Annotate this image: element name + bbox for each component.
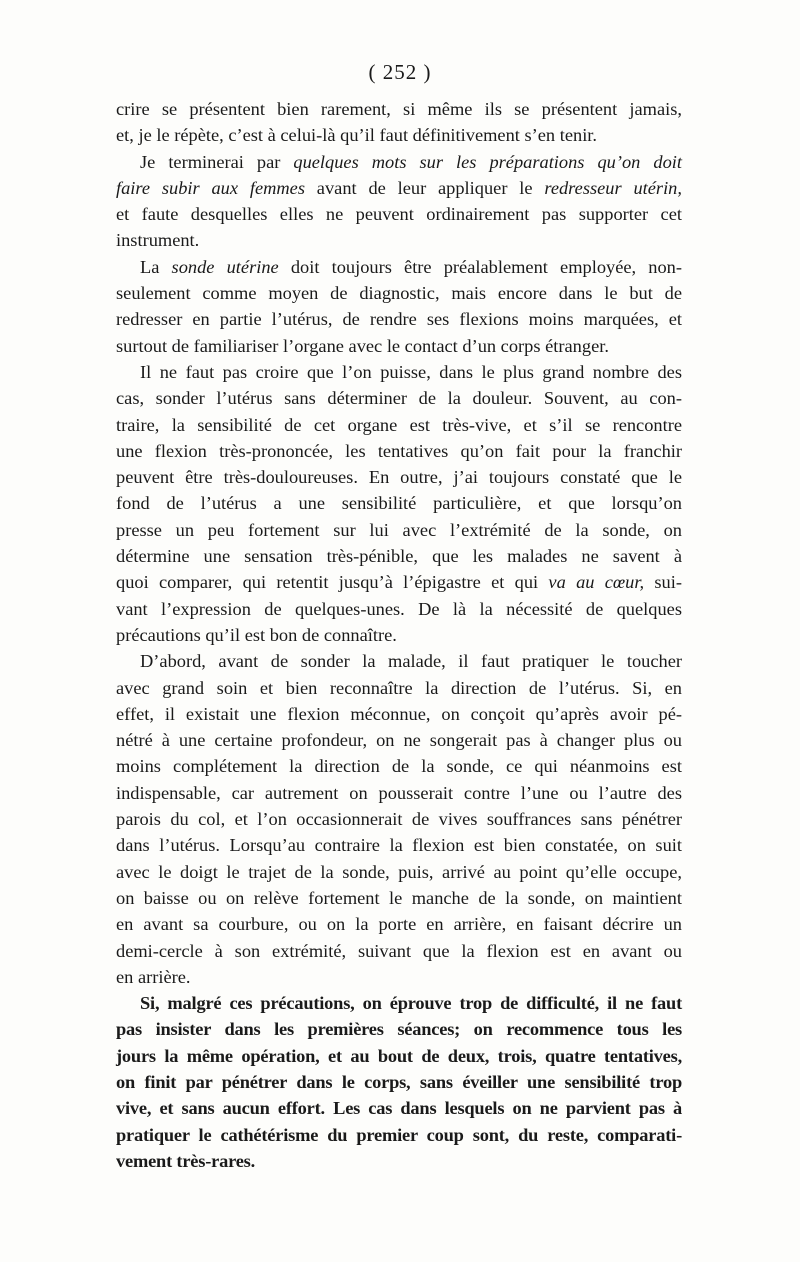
text-run: vant l’expression de quelques-unes. De là la nécessité de quelques: [116, 598, 682, 619]
text-run: on finit par pénétrer dans le corps, sans éveiller une sensibilité trop: [116, 1071, 682, 1092]
text-run: quoi comparer, qui retentit jusqu’à l’épigastre et qui: [116, 572, 549, 593]
text-run: crire se présentent bien rarement, si même ils se présentent jamais,: [116, 99, 682, 119]
text-line: [116, 464, 682, 490]
text-run: vive, et sans aucun effort. Les cas dans lesquels on ne parvient pas à: [116, 1098, 682, 1119]
text-run: La: [140, 256, 172, 277]
text-run: D’abord, avant de sonder la malade, il faut pratiquer le toucher: [140, 651, 682, 672]
text-run: seulement comme moyen de diagnostic, mais encore dans le but de: [116, 283, 682, 304]
paragraph: [116, 648, 682, 990]
text-run: instrument.: [116, 230, 200, 251]
text-line: [116, 1043, 682, 1069]
text-line: [116, 727, 682, 753]
text-line: [116, 96, 682, 122]
text-line: [116, 780, 682, 806]
text-run: et, je le répète, c’est à celui-là qu’il faut définitivement s’en tenir.: [116, 125, 598, 146]
text-line: [116, 622, 682, 648]
text-line: [116, 990, 682, 1016]
text-line: [116, 306, 682, 332]
body-text: [116, 96, 682, 1174]
text-run: pratiquer le cathétérisme du premier coup sont, du reste, comparati-: [116, 1124, 682, 1145]
text-run: avec grand soin et bien reconnaître la direction de l’utérus. Si, en: [116, 677, 682, 698]
text-line: [116, 1016, 682, 1042]
paragraph: [116, 254, 682, 359]
text-line: [116, 490, 682, 516]
text-line: [116, 254, 682, 280]
text-run: détermine une sensation très-pénible, que les malades ne savent à: [116, 546, 682, 567]
text-line: [116, 1069, 682, 1095]
text-line: [116, 438, 682, 464]
text-run: parois du col, et l’on occasionnerait de vives souffrances sans pénétrer: [116, 809, 682, 830]
text-line: [116, 517, 682, 543]
text-line: [116, 543, 682, 569]
text-run: dans l’utérus. Lorsqu’au contraire la flexion est bien constatée, on suit: [116, 835, 682, 856]
text-run: vement très-rares.: [116, 1150, 256, 1171]
paragraph: [116, 149, 682, 254]
text-run: surtout de familiariser l’organe avec le contact d’un corps étranger.: [116, 335, 609, 356]
text-line: [116, 280, 682, 306]
text-line: [116, 412, 682, 438]
text-run: traire, la sensibilité de cet organe est très-vive, et s’il se rencontre: [116, 414, 682, 435]
text-run: avant de leur appliquer le: [305, 177, 545, 198]
text-run: une flexion très-prononcée, les tentatives qu’on fait pour la franchir: [116, 440, 682, 461]
text-line: [116, 701, 682, 727]
text-line: [116, 648, 682, 674]
italic-text: redresseur utérin,: [544, 177, 682, 198]
text-run: effet, il existait une flexion méconnue, on conçoit qu’après avoir pé-: [116, 703, 682, 724]
italic-text: sonde utérine: [171, 256, 279, 277]
text-run: cas, sonder l’utérus sans déterminer de la douleur. Souvent, au con-: [116, 388, 682, 409]
text-line: [116, 1148, 682, 1174]
text-line: [116, 122, 682, 148]
text-line: [116, 359, 682, 385]
italic-text: faire subir aux femmes: [116, 177, 305, 198]
text-line: [116, 227, 682, 253]
text-run: peuvent être très-douloureuses. En outre, j’ai toujours constaté que le: [116, 467, 682, 488]
text-run: doit toujours être préalablement employée, non-: [278, 256, 682, 277]
text-run: pas insister dans les premières séances; on recommence tous les: [116, 1019, 682, 1040]
text-run: indispensable, car autrement on pousserait contre l’une ou l’autre des: [116, 782, 682, 803]
text-line: [116, 596, 682, 622]
paragraph: [116, 359, 682, 648]
text-line: [116, 859, 682, 885]
text-line: [116, 911, 682, 937]
text-run: avec le doigt le trajet de la sonde, puis, arrivé au point qu’elle occupe,: [116, 861, 682, 882]
text-run: redresser en partie l’utérus, de rendre ses flexions moins marquées, et: [116, 309, 682, 330]
text-line: [116, 885, 682, 911]
text-run: Il ne faut pas croire que l’on puisse, dans le plus grand nombre des: [140, 361, 682, 382]
text-line: [116, 175, 682, 201]
text-run: moins complétement la direction de la sonde, ce qui néanmoins est: [116, 756, 682, 777]
text-run: en arrière.: [116, 966, 191, 987]
text-run: nétré à une certaine profondeur, on ne songerait pas à changer plus ou: [116, 730, 682, 751]
text-line: [116, 675, 682, 701]
text-run: Je terminerai par: [140, 151, 294, 172]
text-run: presse un peu fortement sur lui avec l’extrémité de la sonde, on: [116, 519, 682, 540]
paragraph: [116, 96, 682, 149]
text-run: et faute desquelles elles ne peuvent ordinairement pas supporter cet: [116, 204, 682, 225]
text-line: [116, 964, 682, 990]
text-run: on baisse ou on relève fortement le manche de la sonde, on maintient: [116, 887, 682, 908]
text-line: [116, 1122, 682, 1148]
text-run: fond de l’utérus a une sensibilité particulière, et que lorsqu’on: [116, 493, 682, 514]
italic-text: quelques mots sur les préparations qu’on doit: [293, 151, 682, 172]
paragraph: [116, 990, 682, 1174]
text-line: [116, 832, 682, 858]
text-line: [116, 1095, 682, 1121]
text-run: Si, malgré ces précautions, on éprouve trop de difficulté, il ne faut: [140, 993, 682, 1014]
text-line: [116, 149, 682, 175]
italic-text: va au cœur,: [548, 572, 645, 593]
text-line: [116, 938, 682, 964]
text-line: [116, 201, 682, 227]
text-line: [116, 333, 682, 359]
text-run: en avant sa courbure, ou on la porte en arrière, en faisant décrire un: [116, 914, 682, 935]
text-run: jours la même opération, et au bout de deux, trois, quatre tentatives,: [116, 1045, 682, 1066]
text-run: précautions qu’il est bon de connaître.: [116, 624, 397, 645]
text-line: [116, 569, 682, 595]
text-line: [116, 753, 682, 779]
text-run: demi-cercle à son extrémité, suivant que la flexion est en avant ou: [116, 940, 682, 961]
page-number: ( 252 ): [368, 60, 432, 84]
text-line: [116, 385, 682, 411]
text-line: [116, 806, 682, 832]
text-run: sui-: [644, 572, 682, 593]
